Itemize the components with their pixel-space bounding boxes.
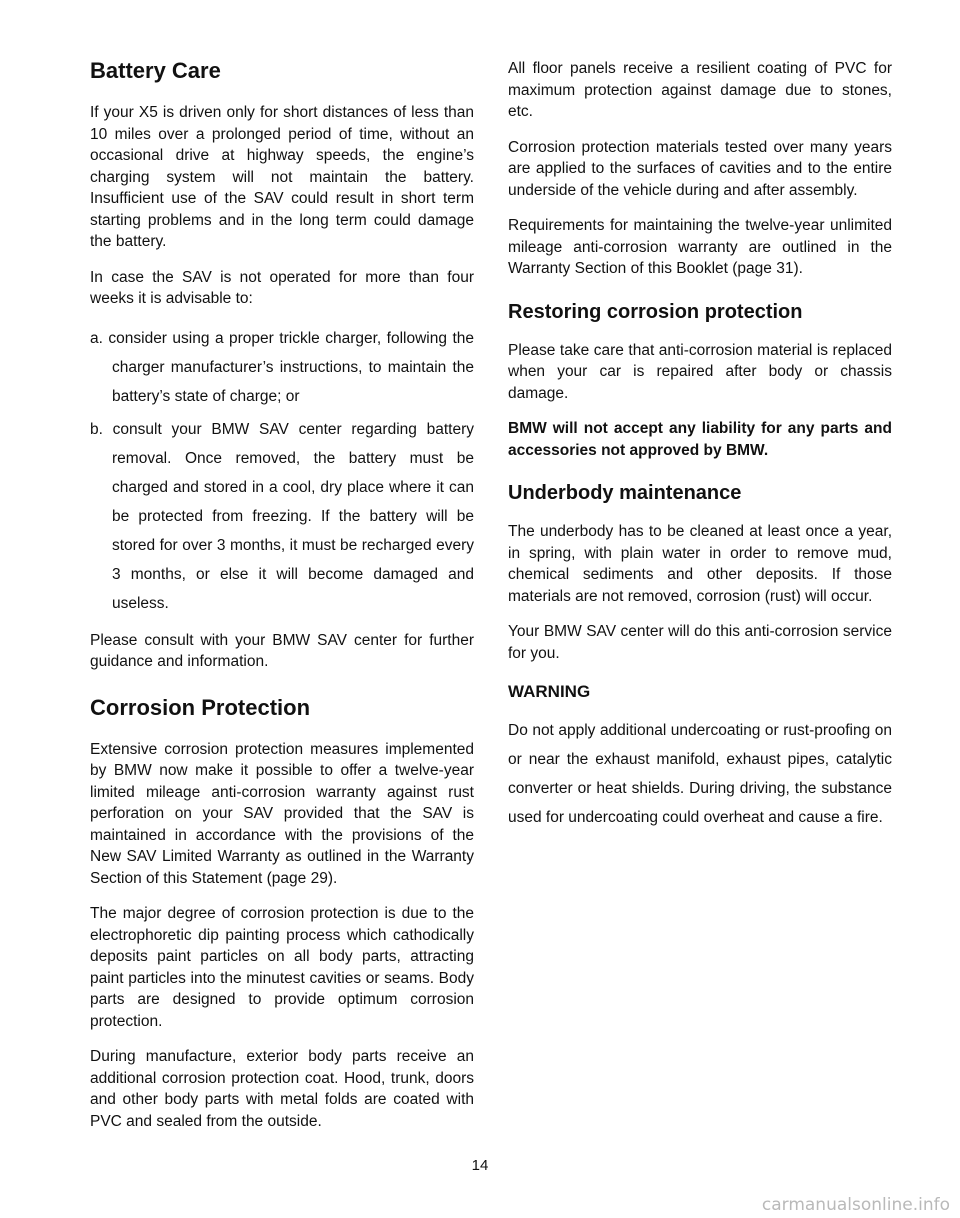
battery-paragraph-2: In case the SAV is not operated for more than four weeks it is advisable to: <box>90 268 474 307</box>
corrosion-paragraph-3: During manufacture, exterior body parts receive an additional corrosion protection coat. Hood, trunk, doors and other body parts with metal folds are coated with PVC and sealed from the outside. <box>90 1048 474 1130</box>
materials-paragraph: Corrosion protection materials tested over many years are applied to the surfaces of cavities and to the entire underside of the vehicle during and after assembly. <box>508 138 892 199</box>
corrosion-paragraph-1: Extensive corrosion protection measures implemented by BMW now make it possible to offer a twelve-year limited mileage anti-corrosion warranty against rust perforation on your SAV provided that the SAV is maintained in accordance with the provisions of the New SAV Limited Warranty as outlined in the Warranty Section of this Statement (page 29). <box>90 740 474 887</box>
underbody-paragraph-2: Your BMW SAV center will do this anti-corrosion service for you. <box>508 623 892 662</box>
requirements-paragraph: Requirements for maintaining the twelve-year unlimited mileage anti-corrosion warranty are outlined in the Warranty Section of this Booklet (page 31). <box>508 217 892 277</box>
underbody-maintenance-heading: Underbody maintenance <box>508 482 742 504</box>
floor-panels-paragraph: All floor panels receive a resilient coating of PVC for maximum protection against damage due to stones, etc. <box>508 60 892 120</box>
right-column <box>508 58 892 840</box>
battery-paragraph-3: Please consult with your BMW SAV center for further guidance and information. <box>90 631 474 670</box>
corrosion-protection-heading: Corrosion Protection <box>90 694 311 720</box>
battery-list <box>90 324 474 618</box>
battery-list-item-b: b. consult your BMW SAV center regarding battery removal. Once removed, the battery must be charged and stored in a cool, dry place where it can be protected from freezing. If the battery will be stored for over 3 months, it must be recharged every 3 months, or else it will become damaged and useless. <box>90 420 474 612</box>
underbody-paragraph-1: The underbody has to be cleaned at least once a year, in spring, with plain water in order to remove mud, chemical sediments and other deposits. If those materials are not removed, corrosion (rust) will occur. <box>508 523 892 605</box>
corrosion-paragraph-2: The major degree of corrosion protection is due to the electrophoretic dip painting process which cathodically deposits paint particles on all body parts, attracting paint particles into the minutest cavities or seams. Body parts are designed to provide optimum corrosion protection. <box>90 905 474 1030</box>
warning-paragraph: Do not apply additional undercoating or rust-proofing on or near the exhaust manifold, exhaust pipes, catalytic converter or heat shields. During driving, the substance used for undercoating could overheat and cause a fire. <box>508 722 892 826</box>
battery-paragraph-1: If your X5 is driven only for short distances of less than 10 miles over a prolonged period of time, without an occasional drive at highway speeds, the engine’s charging system will not maintain the battery. Insufficient use of the SAV could result in short term starting problems and in the long term could damage the battery. <box>90 104 474 250</box>
page-number: 14 <box>471 1157 489 1174</box>
left-column <box>90 56 474 1146</box>
warning-heading: WARNING <box>508 682 591 701</box>
restoring-paragraph: Please take care that anti-corrosion material is replaced when your car is repaired after body or chassis damage. <box>508 341 892 402</box>
watermark: carmanualsonline.info <box>761 1195 950 1215</box>
battery-care-heading: Battery Care <box>90 58 221 83</box>
restoring-corrosion-heading: Restoring corrosion protection <box>508 300 803 323</box>
battery-list-item-a: a. consider using a proper trickle charger, following the charger manufacturer’s instructions, to maintain the battery’s state of charge; or <box>90 329 474 405</box>
liability-notice: BMW will not accept any liability for any parts and accessories not approved by BMW. <box>508 420 892 459</box>
